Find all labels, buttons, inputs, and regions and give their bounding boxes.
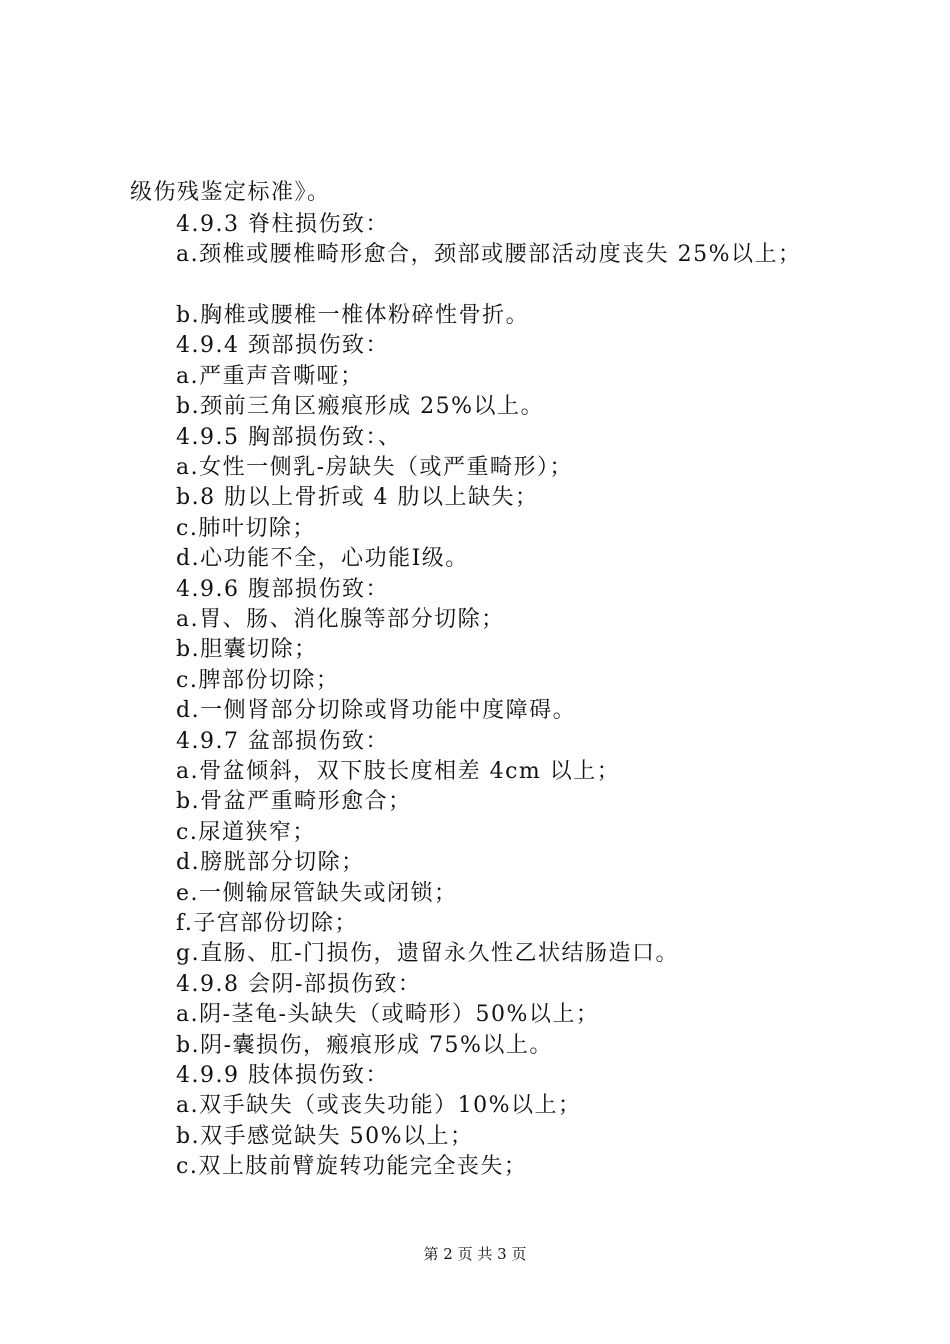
text-line: c.肺叶切除；	[176, 516, 316, 541]
section-heading: 4.9.9 肢体损伤致：	[176, 1063, 389, 1088]
text-line: a.女性一侧乳-房缺失（或严重畸形）；	[176, 455, 574, 480]
text-line: b.胆囊切除；	[176, 637, 318, 662]
text-line: b.双手感觉缺失 50%以上；	[176, 1124, 474, 1149]
text-line: g.直肠、肛-门损伤，遗留永久性乙状结肠造口。	[176, 941, 680, 966]
text-line: b.骨盆严重畸形愈合；	[176, 789, 412, 814]
section-heading: 4.9.8 会阴-部损伤致：	[176, 972, 422, 997]
text-line: a.颈椎或腰椎畸形愈合，颈部或腰部活动度丧失 25%以上；	[176, 242, 802, 267]
text-line: a.胃、肠、消化腺等部分切除；	[176, 607, 505, 632]
text-line: e.一侧输尿管缺失或闭锁；	[176, 881, 458, 906]
text-line: 级伤残鉴定标准》。	[130, 180, 331, 205]
text-line: d.一侧肾部分切除或肾功能中度障碍。	[176, 698, 577, 723]
section-heading: 4.9.4 颈部损伤致：	[176, 333, 389, 358]
text-line: a.阴-茎龟-头缺失（或畸形）50%以上；	[176, 1002, 600, 1027]
text-line: b.8 肋以上骨折或 4 肋以上缺失；	[176, 485, 539, 510]
text-line: a.骨盆倾斜，双下肢长度相差 4cm 以上；	[176, 759, 621, 784]
text-line: b.阴-囊损伤，瘢痕形成 75%以上。	[176, 1033, 553, 1058]
page-footer: 第 2 页 共 3 页	[423, 1245, 527, 1263]
text-line: d.心功能不全，心功能Ⅰ级。	[176, 546, 469, 571]
section-heading: 4.9.6 腹部损伤致：	[176, 577, 389, 602]
text-line: c.双上肢前臂旋转功能完全丧失；	[176, 1154, 528, 1179]
section-heading: 4.9.5 胸部损伤致：、	[176, 425, 402, 450]
text-line: b.颈前三角区瘢痕形成 25%以上。	[176, 394, 544, 419]
text-line: d.膀胱部分切除；	[176, 850, 365, 875]
text-line: a.双手缺失（或丧失功能）10%以上；	[176, 1093, 582, 1118]
text-line: c.脾部份切除；	[176, 668, 340, 693]
text-line: b.胸椎或腰椎一椎体粉碎性骨折。	[176, 303, 530, 328]
text-line: c.尿道狭窄；	[176, 820, 316, 845]
section-heading: 4.9.7 盆部损伤致：	[176, 729, 389, 754]
text-line: a.严重声音嘶哑；	[176, 364, 364, 389]
section-heading: 4.9.3 脊柱损伤致：	[176, 212, 389, 237]
text-line: f.子宫部份切除；	[176, 911, 358, 936]
